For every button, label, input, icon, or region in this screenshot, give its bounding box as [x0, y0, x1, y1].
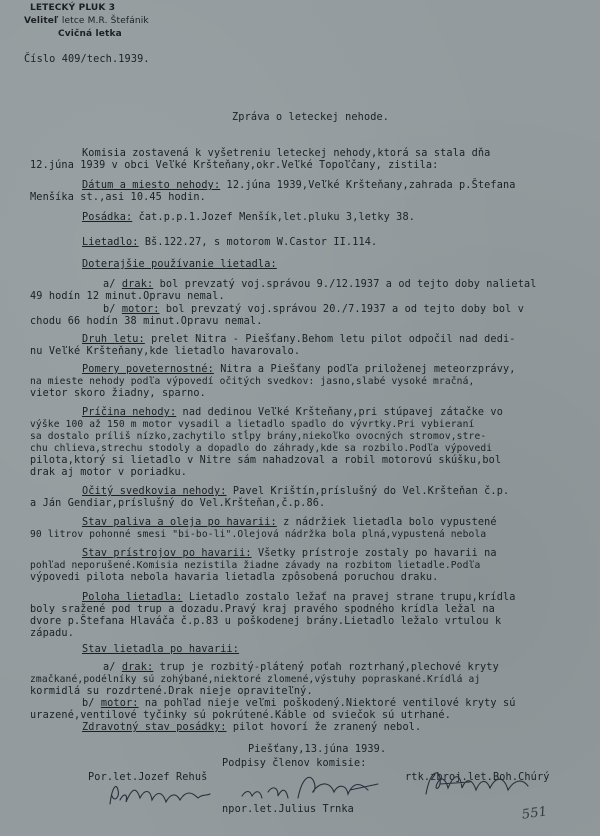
section-label: Očitý svedkovia nehody:	[82, 486, 227, 497]
engine-history	[103, 304, 524, 316]
section-flight-type	[82, 334, 516, 346]
section-label: Druh letu:	[82, 334, 145, 345]
item-text: bol prevzatý voj.správou 20./7.1937 a od tejto doby bol v	[159, 304, 524, 315]
stamp-unit: LETECKÝ PLUK 3	[30, 3, 116, 13]
reference-number: Číslo 409/tech.1939.	[24, 54, 150, 65]
section-text: Lietadlo zostalo ležať na pravej strane trupu,krídla	[182, 592, 516, 603]
item-text: kormidlá su rozdrtené.Drak nieje opraviteľný.	[30, 686, 313, 697]
item-prefix: b/	[103, 304, 122, 315]
section-text: vietor skoro žiadny, sparno.	[30, 388, 206, 399]
signatures-heading: Podpisy členov komisie:	[222, 758, 367, 769]
item-text: bol prevzatý voj.správou 9./12.1937 a od tejto doby nalietal	[153, 279, 537, 290]
section-text: prelet Nitra - Piešťany.Behom letu pilot odpočil nad dedi-	[144, 334, 516, 345]
item-text: trup je rozbitý-plátený poťah roztrhaný,plechové kryty	[153, 662, 499, 673]
airframe-damage	[103, 662, 499, 674]
intro-line: Komisia zostavená k vyšetreniu leteckej nehody,ktorá sa stala dňa	[82, 148, 491, 159]
section-text: nu Veľké Kršteňany,kde lietadlo havarovalo.	[30, 346, 301, 357]
section-label: Posádka:	[82, 212, 133, 223]
section-label: Stav prístrojov po havarii:	[82, 548, 252, 559]
section-label: Pomery poveternostné:	[82, 364, 214, 375]
commission-member-left: Por.let.Jozef Rehuš	[88, 772, 208, 783]
item-label: drak:	[121, 662, 154, 673]
signature-chury	[420, 766, 570, 804]
section-aircraft	[82, 237, 377, 249]
commission-member-right: rtk.zbroj.let.Boh.Chúrý	[405, 772, 550, 783]
section-health	[82, 722, 421, 734]
section-text: pohľad neporušené.Komisia nezistila žiadne závady na rozbitom lietadle.Podľa	[30, 560, 481, 571]
section-witnesses	[82, 486, 509, 498]
section-instruments	[82, 548, 497, 560]
item-label: drak:	[121, 279, 154, 290]
section-text: čat.p.p.1.Jozef Menšík,let.pluku 3,letky 38.	[132, 212, 416, 223]
section-text: 12.júna 1939,Veľké Kršteňany,zahrada p.Štefana	[220, 180, 516, 191]
place-date: Piešťany,13.júna 1939.	[248, 744, 387, 755]
section-label: Stav paliva a oleja po havarii:	[82, 517, 277, 528]
section-text: Bš.122.27, s motorom W.Castor II.114.	[138, 237, 378, 248]
section-label: Príčina nehody:	[82, 407, 177, 418]
section-text: výške 100 až 150 m motor vysadil a lietadlo spadlo do vývrtky.Pri vybieraní	[30, 419, 475, 430]
stamp-command-text: letce M.R. Štefánik	[61, 16, 149, 26]
stamp-command-prefix: Veliteľ	[24, 16, 62, 26]
section-text: dvore p.Štefana Hlaváča č.p.83 u poškodenej brány.Lietadlo ležalo vrtulou k	[30, 616, 502, 627]
section-cause	[82, 407, 503, 419]
section-text: 90 litrov pohonné smesi "bi-bo-li".Olejová nádržka bola plná,vypustená nebola	[30, 529, 487, 540]
item-label: motor:	[121, 304, 160, 315]
engine-damage	[82, 698, 516, 710]
section-text: Všetky prístroje zostaly po havarii na	[251, 548, 497, 559]
section-label: Poloha lietadla:	[82, 592, 183, 603]
section-text: pilot hovorí že zranený nebol.	[226, 722, 422, 733]
item-text: zmačkané,podélníky sú zohýbané,niektoré zlomené,výstuhy popraskané.Krídlá aj	[30, 674, 481, 685]
section-text: nad dedinou Veľké Kršteňany,pri stúpavej zátačke vo	[176, 407, 504, 418]
section-text: západu.	[30, 628, 74, 639]
item-prefix: a/	[103, 279, 122, 290]
stamp-squadron: Cvičná letka	[58, 29, 122, 39]
section-weather	[82, 364, 516, 376]
signature-trnka	[238, 770, 388, 808]
item-prefix: b/	[82, 698, 101, 709]
section-text: z nádržiek lietadla bolo vypustené	[276, 517, 497, 528]
section-text: pilota,ktorý si lietadlo v Nitre sám nahadzoval a robil motorovú skúšku,bol	[30, 455, 502, 466]
section-text: na mieste nehody podľa výpovedí očitých svedkov: jasno,slabé vysoké mračná,	[30, 376, 475, 387]
item-text: 49 hodín 12 minut.Opravu nemal.	[30, 291, 225, 302]
item-text: na pohľad nieje veľmi poškodený.Niektoré ventilové kryty sú	[138, 698, 516, 709]
intro-line: 12.júna 1939 v obci Veľké Kršteňany,okr.Veľké Topoľčany, zistila:	[30, 160, 439, 171]
section-label: Zdravotný stav posádky:	[82, 722, 227, 733]
section-text: sa dostalo príliš nízko,zachytilo stĺpy brány,niekoľko ovocných stromov,stre-	[30, 431, 487, 442]
section-text: drak aj motor v poriadku.	[30, 467, 188, 478]
section-label: Stav lietadla po havarii:	[82, 644, 240, 655]
commission-member-bottom: npor.let.Julius Trnka	[222, 804, 354, 815]
stamp-command	[24, 15, 149, 27]
section-label: Doterajšie používanie lietadla:	[82, 259, 277, 270]
section-text: Pavel Krištín,príslušný do Vel.Kršteňan č.p.	[226, 486, 510, 497]
section-crew	[82, 212, 415, 224]
section-text: výpovedi pilota nebola havaria lietadla zpôsobená poruchou draku.	[30, 572, 439, 583]
airframe-history	[103, 279, 537, 291]
signature-rehus	[106, 778, 216, 816]
section-fuel	[82, 517, 497, 529]
section-text: Nitra a Piešťany podľa priloženej meteorzprávy,	[213, 364, 516, 375]
item-prefix: a/	[103, 662, 122, 673]
section-label: Lietadlo:	[82, 237, 139, 248]
item-text: chodu 66 hodín 38 minut.Opravu nemal.	[30, 316, 263, 327]
section-position	[82, 592, 516, 604]
handwritten-page-number: 551	[521, 804, 549, 823]
section-label: Dátum a miesto nehody:	[82, 180, 221, 191]
section-date-place	[82, 180, 516, 192]
section-text: Menšíka st.,asi 10.45 hodin.	[30, 192, 206, 203]
section-text: a Ján Gendiar,príslušný do Vel.Kršteňan,č.p.86.	[30, 498, 326, 509]
item-text: urazené,ventilové tyčinky sú pokrútené.Káble od sviečok sú utrhané.	[30, 710, 451, 721]
item-label: motor:	[100, 698, 139, 709]
document-title: Zpráva o leteckej nehode.	[232, 112, 390, 123]
section-text: chu chlieva,strechu stodoly a dopadlo do záhrady,kde sa rozbilo.Podľa výpovedi	[30, 443, 493, 454]
section-text: boly sražené pod trup a dozadu.Pravý kraj pravého spodného krídla ležal na	[30, 604, 495, 615]
